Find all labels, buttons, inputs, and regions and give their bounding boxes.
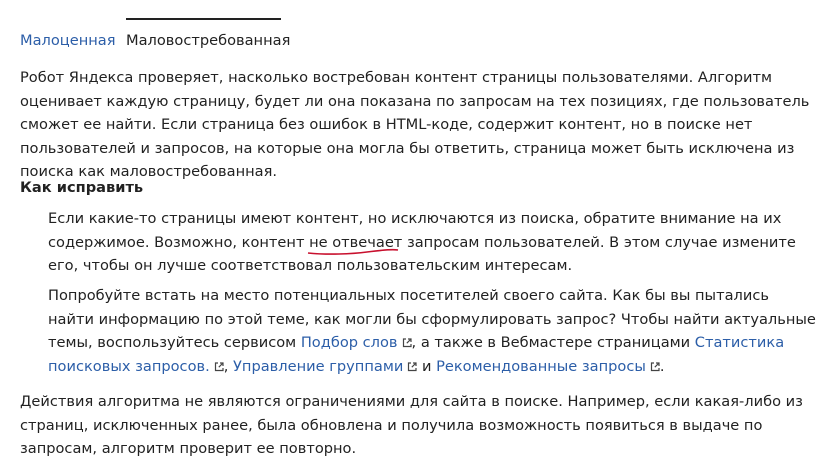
link-podbor-slov-label: Подбор слов <box>300 334 398 351</box>
external-link-icon <box>407 362 417 372</box>
fix-paragraph-1-text: Если какие-то страницы имеют контент, но исключаются из поиска, обратите внимание на их содержимое. Возможно, контент <box>48 210 782 251</box>
active-tab-indicator <box>126 18 281 20</box>
section-heading: Как исправить <box>20 179 144 196</box>
red-underline-annotation <box>307 248 399 256</box>
outro-paragraph: Действия алгоритма не являются ограничениями для сайта в поиске. Например, если какая-либо из страниц, исключенных ранее, была обновлена и получила возможность появиться в выдаче по запросам, алгоритм проверит ее повторно. <box>20 393 803 457</box>
external-link-icon <box>650 362 660 372</box>
tab-low-demand[interactable]: Маловостребованная <box>126 32 291 49</box>
highlighted-phrase <box>309 234 402 251</box>
separator-comma: , <box>223 357 234 375</box>
paragraph-end-period: . <box>659 357 665 375</box>
external-link-icon <box>402 338 412 348</box>
link-recommended-queries[interactable] <box>436 358 660 375</box>
link-recommended-queries-label: Рекомендованные запросы <box>436 357 646 375</box>
link-podbor-slov[interactable] <box>301 334 412 351</box>
link-search-stats-label: Статистика поисковых запросов. <box>48 334 785 375</box>
fix-paragraph-1-text-end: запросам пользователей. В этом случае измените его, чтобы он лучше соответствовал пользовательским интересам. <box>48 233 796 274</box>
link-group-management[interactable] <box>233 358 417 375</box>
external-link-icon <box>214 362 224 372</box>
highlighted-phrase-text: не отвечает <box>309 233 403 251</box>
link-group-management-label: Управление группами <box>233 357 404 375</box>
intro-paragraph: Робот Яндекса проверяет, насколько востребован контент страницы пользователями. Алгоритм оценивает каждую страницу, будет ли она показана по запросам на тех позициях, где пользователь сможет ее найти. Если страница без ошибок в HTML-коде, содержит контент, но в поиске нет пользователей и запросов, на которые она могла бы ответить, страница может быть исключена из поиска как маловостребованная. <box>20 69 810 180</box>
fix-paragraph-2-text: Попробуйте встать на место потенциальных посетителей своего сайта. Как бы вы пытались найти информацию по этой теме, как могли бы сформулировать запрос? Чтобы найти актуальные темы, воспользуйтесь сервисом <box>48 287 816 351</box>
fix-paragraph-2 <box>48 284 818 378</box>
fix-paragraph-2-text-mid: , а также в Вебмастере страницами <box>411 334 695 351</box>
separator-and: и <box>417 357 437 375</box>
tab-low-value[interactable]: Малоценная <box>20 32 116 49</box>
fix-paragraph-1 <box>48 207 818 278</box>
